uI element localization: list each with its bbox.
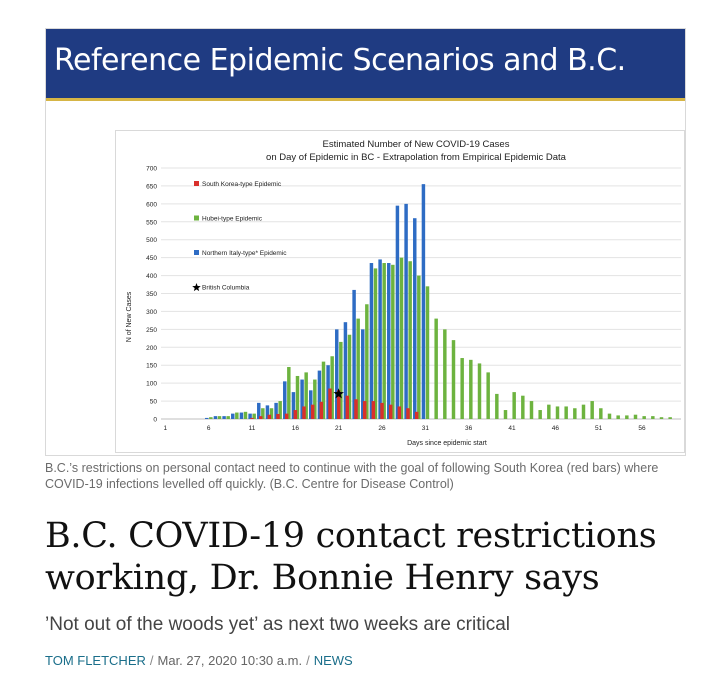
x-tick-label: 31 [421,425,429,432]
south-korea-bar [294,410,297,419]
hubei-bar [573,408,576,419]
hubei-bar [478,363,481,419]
italy-bar [370,263,373,419]
slide-image [45,28,686,456]
south-korea-bar [406,408,409,419]
italy-bar [231,414,234,419]
x-tick-label: 51 [595,425,603,432]
hubei-bar [616,415,619,419]
italy-bar [404,204,407,419]
hubei-bar [287,367,290,419]
hubei-bar [504,410,507,419]
hubei-bar [382,263,385,419]
hubei-bar [443,329,446,419]
chart-title: Estimated Number of New COVID-19 Cases [322,139,510,150]
hubei-bar [434,319,437,419]
hubei-bar [469,360,472,419]
hubei-bar [547,405,550,419]
hubei-bar [521,396,524,419]
south-korea-bar [302,406,305,419]
legend-swatch [194,250,199,255]
hubei-bar [460,358,463,419]
south-korea-bar [276,414,279,419]
y-tick-label: 400 [146,273,157,281]
south-korea-bar [372,401,375,419]
hubei-bar [651,416,654,419]
hubei-bar [391,265,394,419]
hubei-bar [235,413,238,419]
x-tick-label: 11 [248,425,256,432]
south-korea-bar [285,414,288,419]
legend-label: British Columbia [202,284,250,292]
legend-label: Northern Italy-type* Epidemic [202,250,287,257]
publish-date: Mar. 27, 2020 10:30 a.m. [157,653,303,668]
hubei-bar [374,268,377,419]
south-korea-bar [268,415,271,419]
hubei-bar [218,416,221,419]
hubei-bar [400,258,403,419]
y-tick-label: 550 [146,219,157,227]
article-subhead: ’Not out of the woods yet’ as next two weeks are critical [45,614,511,635]
legend-label: Hubei-type Epidemic [202,215,262,223]
south-korea-bar [346,396,349,419]
x-axis-label: Days since epidemic start [407,440,487,447]
hubei-bar [486,372,489,419]
x-tick-label: 56 [638,425,646,432]
italy-bar [240,413,243,419]
south-korea-bar [380,403,383,419]
south-korea-bar [259,416,262,419]
y-tick-label: 200 [146,344,157,352]
south-korea-bar [398,406,401,419]
italy-bar [283,381,286,419]
hubei-bar [209,417,212,419]
italy-bar [378,259,381,419]
chart-subtitle: on Day of Epidemic in BC - Extrapolation from Empirical Epidemic Data [266,152,566,163]
hubei-bar [417,276,420,419]
south-korea-bar [389,405,392,419]
byline [45,653,353,668]
hubei-bar [244,412,247,419]
slide-gold-rule [46,98,685,101]
y-tick-label: 300 [146,308,157,316]
hubei-bar [426,286,429,419]
author-link[interactable]: TOM FLETCHER [45,653,146,668]
y-tick-label: 600 [146,201,157,209]
south-korea-bar [250,418,253,419]
italy-bar [422,184,425,419]
south-korea-bar [311,405,314,419]
byline-separator: / [306,653,310,668]
slide-title: Reference Epidemic Scenarios and B.C. [54,43,626,78]
x-tick-label: 1 [163,425,168,432]
hubei-bar [226,416,229,419]
y-tick-label: 450 [146,255,157,263]
hubei-bar [564,406,567,419]
y-tick-label: 50 [149,398,157,406]
hubei-bar [590,401,593,419]
hubei-bar [660,417,663,419]
y-axis-label: N of New Cases [126,291,133,343]
hubei-bar [556,406,559,419]
hubei-bar [408,261,411,419]
hubei-bar [512,392,515,419]
hubei-bar [599,408,602,419]
hubei-bar [608,414,611,419]
byline-separator: / [149,653,154,668]
south-korea-bar [363,401,366,419]
x-tick-label: 36 [465,425,473,432]
italy-bar [387,263,390,419]
hubei-bar [538,410,541,419]
legend-star-icon [192,283,201,291]
y-tick-label: 650 [146,183,157,191]
hubei-bar [530,401,533,419]
y-tick-label: 0 [153,416,157,424]
x-tick-label: 16 [291,425,299,432]
slide-banner [46,29,685,98]
hubei-bar [634,415,637,419]
italy-bar [413,218,416,419]
y-tick-label: 700 [146,165,157,173]
south-korea-bar [415,412,418,419]
italy-bar [214,416,217,419]
article-headline: B.C. COVID-19 contact restrictions working, Dr. Bonnie Henry says [45,516,657,598]
y-tick-label: 350 [146,291,157,298]
legend-swatch [194,216,199,221]
x-tick-label: 6 [206,425,211,432]
x-tick-label: 26 [378,425,386,432]
hubei-bar [642,416,645,419]
y-tick-label: 250 [146,326,157,334]
bar-chart [116,131,684,452]
x-tick-label: 46 [551,425,559,432]
legend-label: South Korea-type Epidemic [202,181,282,188]
south-korea-bar [320,402,323,419]
hubei-bar [625,415,628,419]
image-caption: B.C.’s restrictions on personal contact need to continue with the goal of following South Korea (red bars) where COVID-19 infections levelled off quickly. (B.C. Centre for Disease Control) [45,461,659,491]
italy-bar [222,416,225,419]
x-tick-label: 41 [508,425,516,432]
hubei-bar [668,417,671,419]
south-korea-bar [328,389,331,419]
italy-bar [205,418,208,419]
italy-bar [396,206,399,419]
hubei-bar [452,340,455,419]
hubei-bar [582,405,585,419]
section-link[interactable]: NEWS [313,653,353,668]
legend-swatch [194,181,199,186]
hubei-bar [495,394,498,419]
south-korea-bar [354,399,357,419]
y-tick-label: 500 [146,237,157,245]
chart-frame [115,130,685,453]
y-tick-label: 100 [146,380,157,388]
y-tick-label: 150 [146,362,157,370]
x-tick-label: 21 [335,425,343,432]
